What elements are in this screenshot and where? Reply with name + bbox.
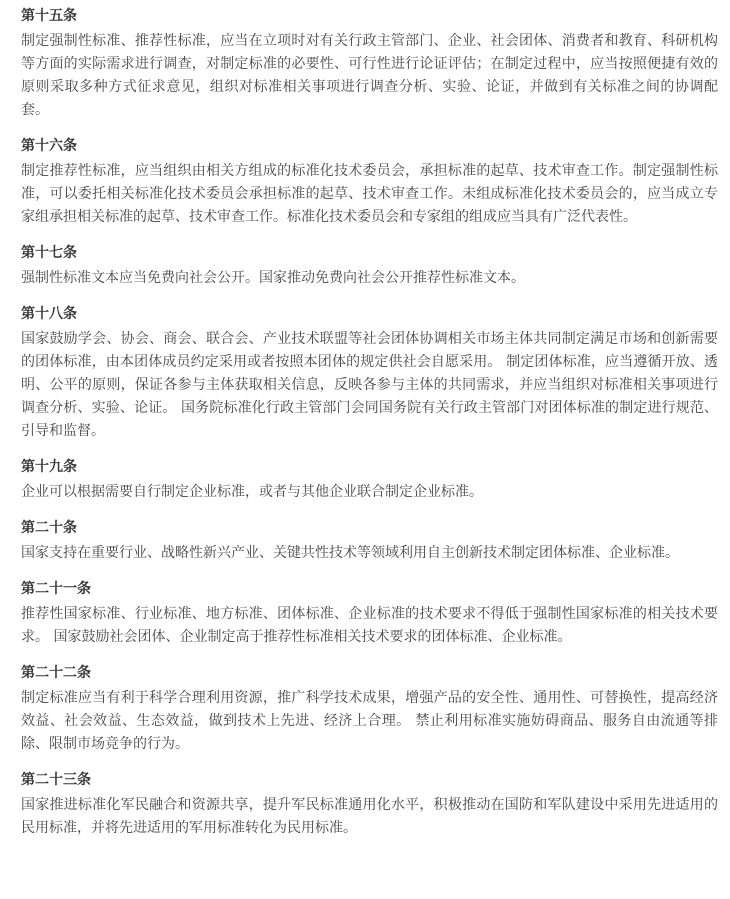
article-title: 第十五条 (21, 8, 77, 24)
article-title: 第二十二条 (21, 665, 91, 681)
article-body: 国家支持在重要行业、战略性新兴产业、关键共性技术等领域利用自主创新技术制定团体标准、企业标准。 (21, 545, 679, 561)
article-body: 企业可以根据需要自行制定企业标准，或者与其他企业联合制定企业标准。 (21, 484, 483, 500)
article-body: 制定标准应当有利于科学合理利用资源，推广科学技术成果，增强产品的安全性、通用性、可替换性，提高经济效益、社会效益、生态效益，做到技术上先进、经济上合理。 禁止利用标准实施妨碍商品、服务自由流通等排除、限制市场竞争的行为。 (21, 690, 718, 752)
article-title: 第十七条 (21, 245, 77, 261)
article-title: 第二十三条 (21, 772, 91, 788)
article-title: 第十八条 (21, 306, 77, 322)
article-body: 推荐性国家标准、行业标准、地方标准、团体标准、企业标准的技术要求不得低于强制性国家标准的相关技术要求。 国家鼓励社会团体、企业制定高于推荐性标准相关技术要求的团体标准、企业标准。 (21, 606, 718, 645)
article-title: 第二十一条 (21, 581, 91, 597)
article-title: 第二十条 (21, 520, 77, 536)
article-18 (21, 304, 718, 443)
article-22 (21, 663, 718, 756)
article-body: 制定强制性标准、推荐性标准，应当在立项时对有关行政主管部门、企业、社会团体、消费者和教育、科研机构等方面的实际需求进行调查，对制定标准的必要性、可行性进行论证评估；在制定过程中，应当按照便捷有效的原则采取多种方式征求意见，组织对标准相关事项进行调查分析、实验、论证，并做到有关标准之间的协调配套。 (21, 33, 718, 118)
article-body: 国家推进标准化军民融合和资源共享，提升军民标准通用化水平，积极推动在国防和军队建设中采用先进适用的民用标准，并将先进适用的军用标准转化为民用标准。 (21, 797, 718, 836)
article-title: 第十六条 (21, 138, 77, 154)
article-20 (21, 518, 718, 565)
article-body: 国家鼓励学会、协会、商会、联合会、产业技术联盟等社会团体协调相关市场主体共同制定满足市场和创新需要的团体标准，由本团体成员约定采用或者按照本团体的规定供社会自愿采用。 制定团体标准，应当遵循开放、透明、公平的原则，保证各参与主体获取相关信息，反映各参与主体的共同需求，并应当组织对标准相关事项进行调查分析、实验、论证。 国务院标准化行政主管部门会同国务院有关行政主管部门对团体标准的制定进行规范、引导和监督。 (21, 331, 718, 439)
article-15 (21, 6, 718, 122)
article-body: 制定推荐性标准，应当组织由相关方组成的标准化技术委员会，承担标准的起草、技术审查工作。制定强制性标准，可以委托相关标准化技术委员会承担标准的起草、技术审查工作。未组成标准化技术委员会的，应当成立专家组承担相关标准的起草、技术审查工作。标准化技术委员会和专家组的组成应当具有广泛代表性。 (21, 163, 718, 225)
article-title: 第十九条 (21, 459, 77, 475)
article-19 (21, 457, 718, 504)
article-21 (21, 579, 718, 649)
article-16 (21, 136, 718, 229)
article-17 (21, 243, 718, 290)
article-23 (21, 770, 718, 840)
article-body: 强制性标准文本应当免费向社会公开。国家推动免费向社会公开推荐性标准文本。 (21, 270, 525, 286)
